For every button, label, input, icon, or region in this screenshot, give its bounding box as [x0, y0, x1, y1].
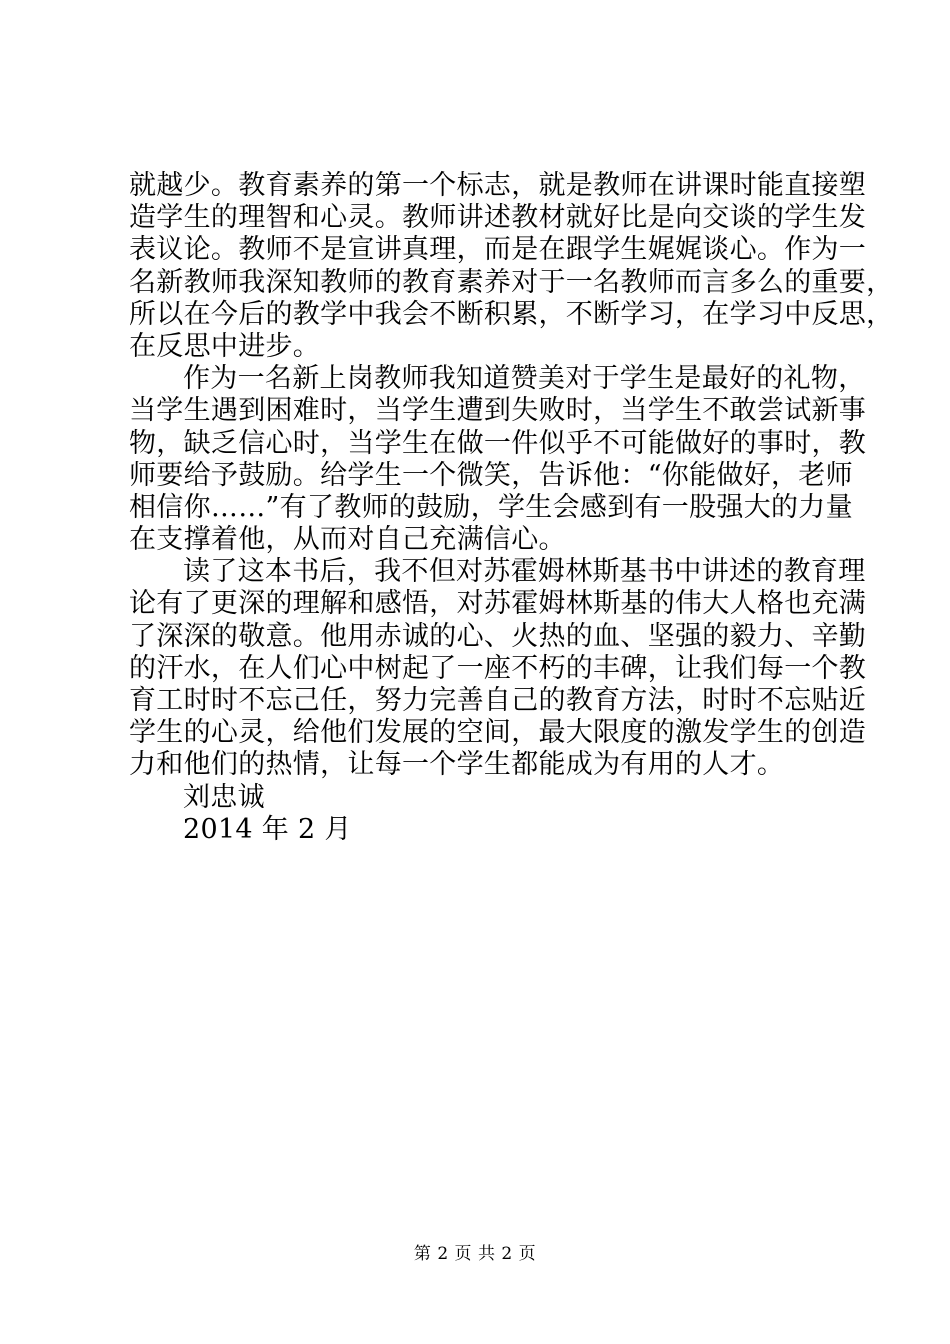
text-line: 就越少。教育素养的第一个标志，就是教师在讲课时能直接塑 — [129, 170, 867, 201]
text-line: 造学生的理智和心灵。教师讲述教材就好比是向交谈的学生发 — [129, 202, 867, 234]
document-body — [129, 170, 894, 846]
page-footer: 第 2 页 共 2 页 — [413, 1244, 537, 1264]
text-line: 当学生遇到困难时，当学生遭到失败时，当学生不敢尝试新事 — [129, 395, 867, 427]
text-line: 论有了更深的理解和感悟，对苏霍姆林斯基的伟大人格也充满 — [129, 588, 867, 620]
text-line: 了深深的敬意。他用赤诚的心、火热的血、坚强的毅力、辛勤 — [129, 620, 867, 652]
text-line: 表议论。教师不是宣讲真理，而是在跟学生娓娓谈心。作为一 — [129, 234, 867, 266]
text-line: 所以在今后的教学中我会不断积累，不断学习，在学习中反思， — [129, 298, 894, 330]
text-line: 相信你……”有了教师的鼓励，学生会感到有一股强大的力量 — [129, 491, 853, 523]
text-line: 作为一名新上岗教师我知道赞美对于学生是最好的礼物， — [183, 363, 866, 395]
text-line: 学生的心灵，给他们发展的空间，最大限度的激发学生的创造 — [129, 717, 867, 749]
text-line: 物，缺乏信心时，当学生在做一件似乎不可能做好的事时，教 — [129, 427, 867, 459]
text-line: 2014 年 2 月 — [183, 813, 352, 845]
text-line: 在反思中进步。 — [129, 330, 321, 362]
text-line: 师要给予鼓励。给学生一个微笑，告诉他：“你能做好，老师 — [129, 459, 853, 491]
text-line: 育工时时不忘己任，努力完善自己的教育方法，时时不忘贴近 — [129, 685, 867, 716]
text-line: 在支撑着他，从而对自己充满信心。 — [129, 524, 566, 556]
text-line: 刘忠诚 — [183, 781, 265, 813]
text-line: 的汗水，在人们心中树起了一座不朽的丰碑，让我们每一个教 — [129, 652, 867, 684]
text-line: 读了这本书后，我不但对苏霍姆林斯基书中讲述的教育理 — [183, 556, 866, 588]
text-line: 名新教师我深知教师的教育素养对于一名教师而言多么的重要， — [129, 266, 894, 298]
text-line: 力和他们的热情，让每一个学生都能成为有用的人才。 — [129, 749, 785, 781]
